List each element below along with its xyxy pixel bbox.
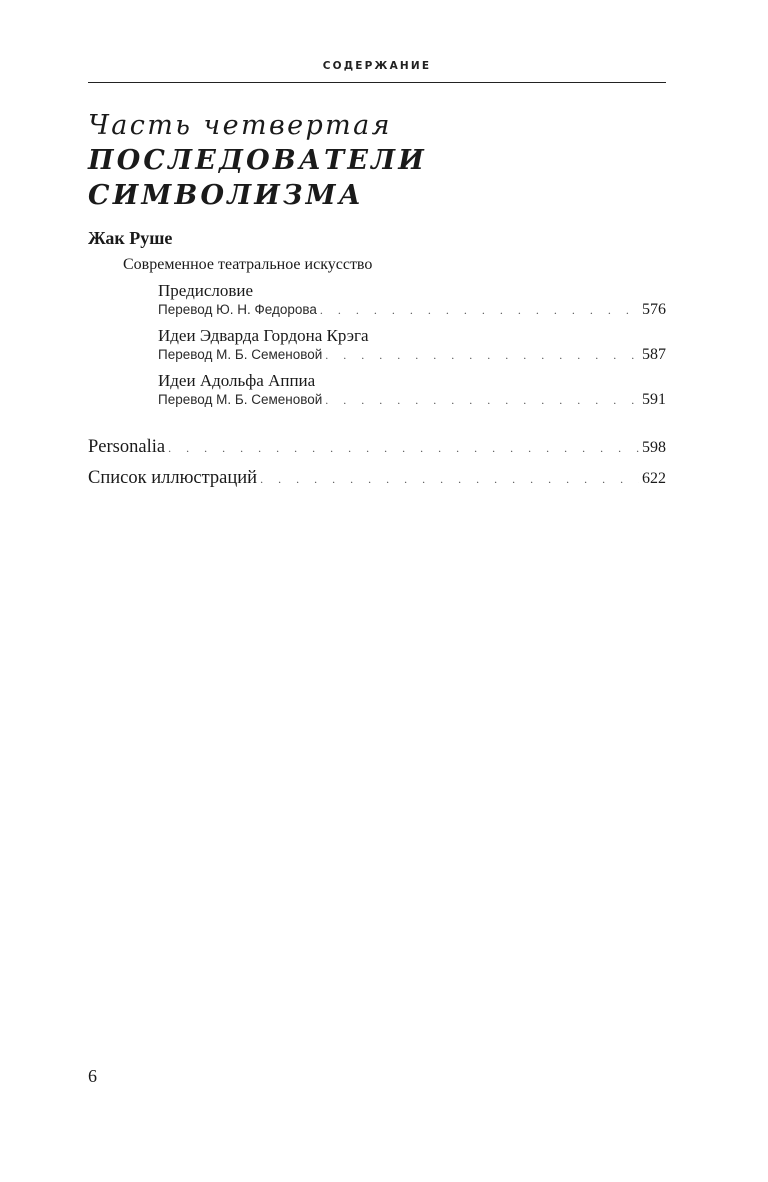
back-matter-title: Список иллюстраций <box>88 468 258 488</box>
entry-translator: Перевод Ю. Н. Федорова <box>158 302 317 317</box>
entry-translator-line <box>158 391 666 409</box>
entry-title: Идеи Адольфа Аппиа <box>158 371 316 390</box>
entry-translator-line <box>158 301 666 319</box>
work-title: Современное театральное искусство <box>123 256 373 273</box>
entry-translator: Перевод М. Б. Семеновой <box>158 392 323 407</box>
back-matter-title: Personalia <box>88 437 166 457</box>
back-matter-entry[interactable] <box>88 437 666 468</box>
toc-entries <box>158 281 666 416</box>
dot-leader <box>260 472 639 487</box>
back-matter-page-number: 598 <box>642 439 666 456</box>
toc-entry[interactable] <box>158 326 666 364</box>
page-folio: 6 <box>88 1066 97 1086</box>
entry-page-number: 587 <box>642 346 666 363</box>
author-name: Жак Руше <box>88 228 173 248</box>
entry-page-number: 576 <box>642 301 666 318</box>
part-title <box>88 143 427 213</box>
back-matter-page-number: 622 <box>642 470 666 487</box>
dot-leader <box>320 303 639 318</box>
entry-page-number: 591 <box>642 391 666 408</box>
dot-leader <box>325 393 639 408</box>
entry-translator-line <box>158 346 666 364</box>
dot-leader <box>325 348 639 363</box>
entry-translator: Перевод М. Б. Семеновой <box>158 347 323 362</box>
entry-title: Идеи Эдварда Гордона Крэга <box>158 326 369 345</box>
toc-entry[interactable] <box>158 281 666 319</box>
part-label: Часть четвертая <box>88 110 392 141</box>
running-head: СОДЕРЖАНИЕ <box>322 60 432 72</box>
back-matter-entry[interactable] <box>88 468 666 499</box>
dot-leader <box>168 441 639 456</box>
header-rule <box>88 82 666 83</box>
toc-entry[interactable] <box>158 371 666 409</box>
toc-page <box>88 0 666 1182</box>
back-matter <box>88 437 666 499</box>
entry-title: Предисловие <box>158 281 254 300</box>
part-title-line: СИМВОЛИЗМА <box>88 180 364 211</box>
part-title-line: ПОСЛЕДОВАТЕЛИ <box>88 145 427 176</box>
